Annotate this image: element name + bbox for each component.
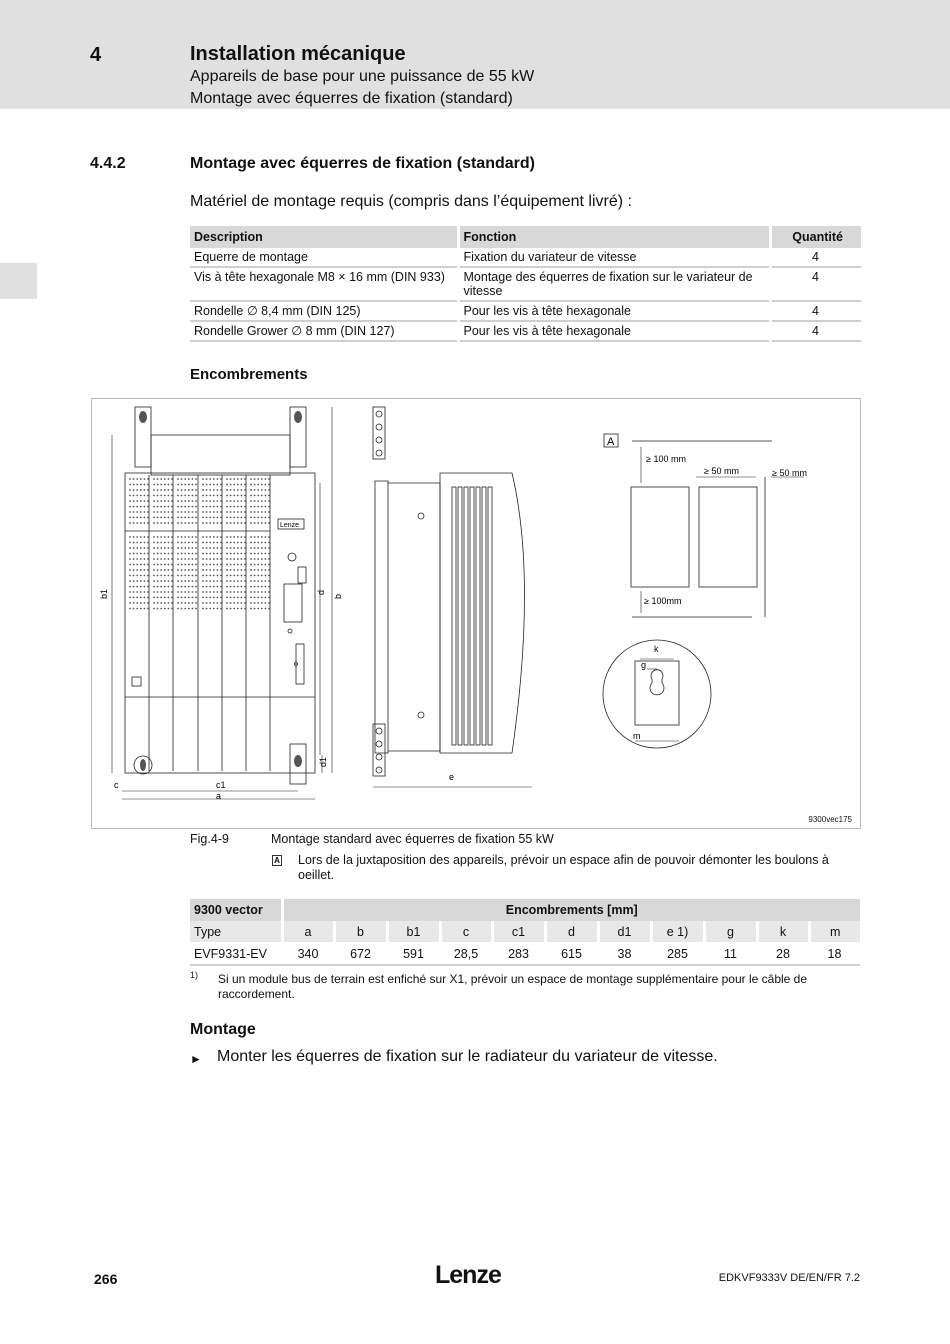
label-a: a	[216, 791, 222, 801]
table-cell: Rondelle Grower ∅ 8 mm (DIN 127)	[190, 321, 458, 341]
table-cell: Pour les vis à tête hexagonale	[458, 301, 770, 321]
chapter-subtitle-2: Montage avec équerres de fixation (standard)	[190, 90, 513, 107]
footnote-marker: 1)	[190, 970, 199, 980]
note-marker: A	[272, 855, 282, 866]
montage-instruction: Monter les équerres de fixation sur le radiateur du variateur de vitesse.	[217, 1048, 718, 1065]
top-plate	[151, 435, 290, 475]
label-k: k	[654, 644, 659, 654]
chapter-subtitle-1: Appareils de base pour une puissance de 55 kW	[190, 68, 535, 85]
table-cell: Pour les vis à tête hexagonale	[458, 321, 770, 341]
table-cell: Fixation du variateur de vitesse	[458, 248, 770, 267]
table-cell: 28	[757, 943, 809, 965]
table-row	[190, 267, 861, 301]
gap-wall-label: ≥ 50 mm	[772, 468, 807, 478]
vent-grille	[129, 478, 270, 609]
table-cell: Equerre de montage	[190, 248, 458, 267]
label-b: b	[333, 593, 343, 599]
table-header: Quantité	[770, 226, 861, 248]
column-header: g	[704, 921, 757, 943]
group-header: Encombrements [mm]	[282, 899, 860, 921]
table-cell: 4	[770, 248, 861, 267]
dimension-drawing	[92, 399, 860, 828]
column-header: d	[545, 921, 598, 943]
svg-text:Lenze: Lenze	[435, 1261, 501, 1289]
encombrements-heading: Encombrements	[190, 366, 308, 383]
chapter-title: Installation mécanique	[190, 43, 406, 65]
side-bracket-top	[373, 407, 385, 459]
label-m: m	[633, 731, 641, 741]
table-cell: 4	[770, 321, 861, 341]
column-header: c1	[492, 921, 545, 943]
series-title: 9300 vector	[194, 903, 263, 917]
dimensions-table	[190, 899, 860, 966]
lenze-logo	[435, 1261, 515, 1289]
page-number: 266	[94, 1271, 118, 1287]
brand-plate-label: Lenze	[280, 522, 300, 529]
table-cell: 591	[387, 943, 440, 965]
row-type: EVF9331-EV	[190, 943, 282, 965]
chapter-number: 4	[90, 44, 102, 66]
label-e: e	[449, 772, 455, 782]
table-cell: 18	[809, 943, 860, 965]
table-cell: 672	[334, 943, 387, 965]
panel-square	[132, 677, 141, 686]
dimension-figure	[91, 398, 861, 829]
heatsink-fins	[452, 487, 492, 745]
section-title: Montage avec équerres de fixation (standard)	[190, 155, 535, 172]
label-g: g	[641, 660, 647, 670]
table-cell: 11	[704, 943, 757, 965]
figure-note: Lors de la juxtaposition des appareils, prévoir un espace afin de pouvoir démonter les boulons à oeillet.	[298, 853, 829, 882]
heatsink-back	[375, 481, 388, 753]
table-cell: Vis à tête hexagonale M8 × 16 mm (DIN 933)	[190, 267, 458, 301]
table-header-row	[190, 226, 861, 248]
label-c1: c1	[216, 780, 226, 790]
section-intro: Matériel de montage requis (compris dans l’équipement livré) :	[190, 193, 632, 210]
bullet-arrow-icon: ►	[190, 1052, 202, 1066]
table-cell: Rondelle ∅ 8,4 mm (DIN 125)	[190, 301, 458, 321]
montage-heading: Montage	[190, 1021, 256, 1038]
table-cell: 38	[598, 943, 651, 965]
label-b1: b1	[99, 588, 109, 599]
column-header: c	[440, 921, 492, 943]
table-cell: 283	[492, 943, 545, 965]
figure-caption: Montage standard avec équerres de fixation 55 kW	[271, 832, 554, 846]
column-header: d1	[598, 921, 651, 943]
label-c: c	[114, 780, 119, 790]
spacing-device-2	[699, 487, 757, 587]
table-column-row	[190, 921, 860, 943]
label-d1: d1	[318, 756, 328, 767]
column-header: m	[809, 921, 860, 943]
column-header: b	[334, 921, 387, 943]
table-row	[190, 301, 861, 321]
table-cell: 4	[770, 267, 861, 301]
table-header-row	[190, 899, 860, 921]
table-header: Description	[190, 226, 458, 248]
table-header: Fonction	[458, 226, 770, 248]
table-row	[190, 321, 861, 341]
table-cell: 285	[651, 943, 704, 965]
section-number: 4.4.2	[90, 155, 126, 172]
table-cell: Montage des équerres de fixation sur le variateur de vitesse	[458, 267, 770, 301]
gap-bottom-label: ≥ 100mm	[644, 596, 682, 606]
table-row	[190, 248, 861, 267]
table-cell: 340	[282, 943, 334, 965]
figure-code: 9300vec175	[808, 815, 852, 824]
type-label: Type	[190, 921, 282, 943]
table-cell: 28,5	[440, 943, 492, 965]
label-d: d	[316, 589, 326, 595]
spacing-device-1	[631, 487, 689, 587]
side-tab-marker	[0, 263, 37, 299]
gap-top-label: ≥ 100 mm	[646, 454, 686, 464]
marker-A: A	[607, 436, 615, 448]
figure-label: Fig.4-9	[190, 832, 229, 846]
footnote-text: Si un module bus de terrain est enfiché sur X1, prévoir un espace de montage supplémentaire pour le câble de raccordement.	[218, 972, 808, 1001]
materials-table	[190, 226, 861, 342]
column-header: a	[282, 921, 334, 943]
document-code: EDKVF9333V DE/EN/FR 7.2	[718, 1272, 860, 1284]
table-row	[190, 943, 860, 965]
column-header: b1	[387, 921, 440, 943]
column-header: k	[757, 921, 809, 943]
keyhole-icon	[650, 670, 664, 695]
column-header: e 1)	[651, 921, 704, 943]
gap-side-label: ≥ 50 mm	[704, 466, 739, 476]
table-cell: 4	[770, 301, 861, 321]
table-cell: 615	[545, 943, 598, 965]
